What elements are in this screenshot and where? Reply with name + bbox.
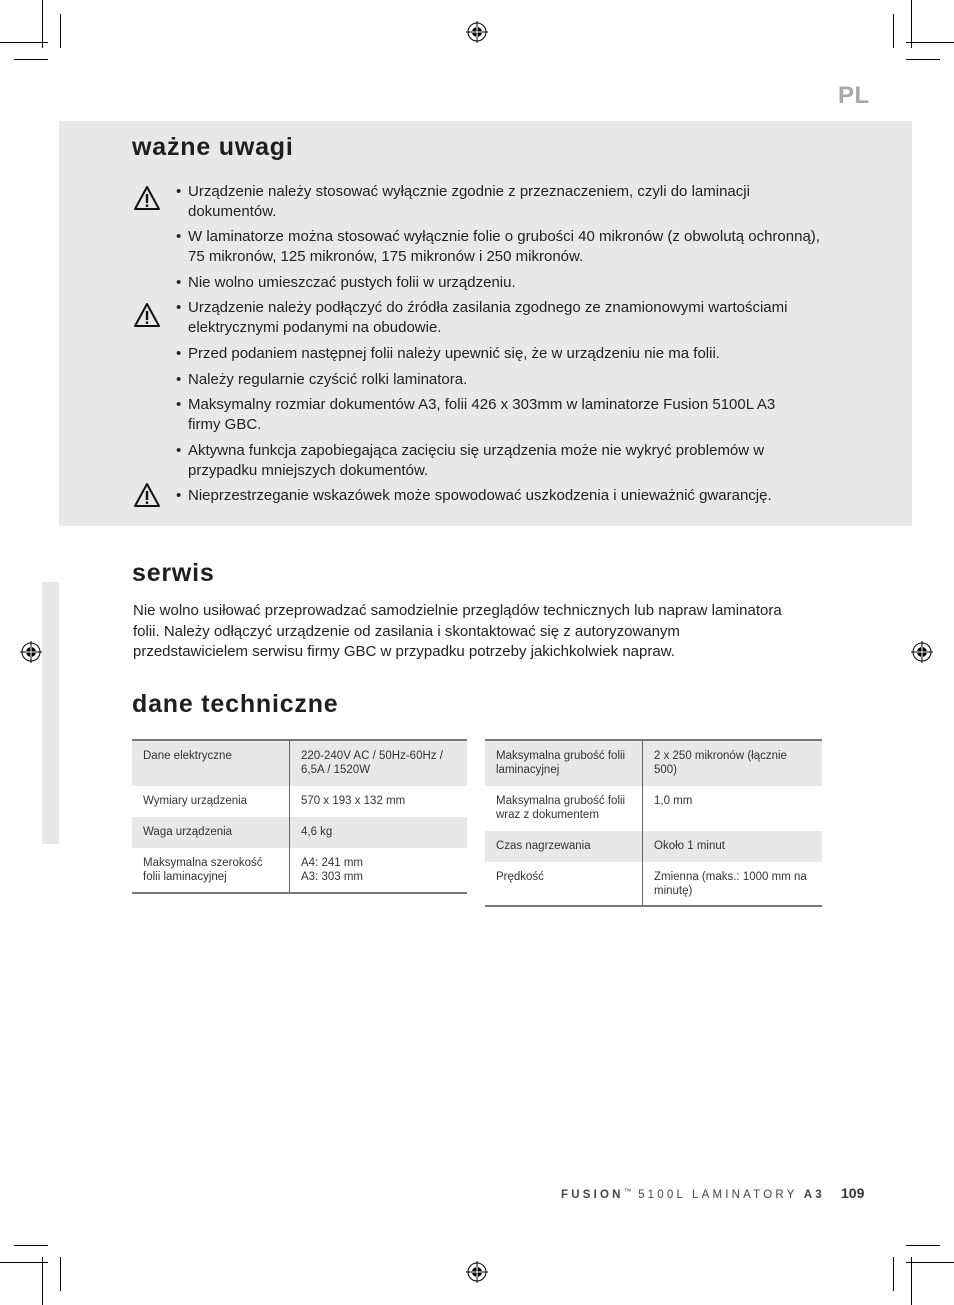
warning-triangle-icon bbox=[133, 302, 161, 328]
table-row bbox=[132, 741, 467, 786]
spec-label: Maksymalna grubość folii wraz z dokumentem bbox=[485, 786, 643, 831]
spec-label: Maksymalna grubość folii laminacyjnej bbox=[485, 741, 643, 786]
bullet-mark: • bbox=[176, 299, 182, 316]
crop-mark bbox=[906, 1245, 940, 1246]
table-row bbox=[485, 862, 822, 907]
registration-mark-icon bbox=[466, 21, 488, 43]
table-row bbox=[485, 786, 822, 831]
footer-trademark: ™ bbox=[623, 1187, 632, 1196]
spec-value: Około 1 minut bbox=[643, 831, 823, 862]
crop-mark bbox=[906, 59, 940, 60]
note-item: • Urządzenie należy stosować wyłącznie zgodnie z przeznaczeniem, czyli do laminacji dokumentów. bbox=[176, 183, 750, 220]
footer-running-title bbox=[561, 1187, 825, 1201]
table-bottom-rule bbox=[485, 905, 822, 907]
note-item: • Przed podaniem następnej folii należy upewnić się, że w urządzeniu nie ma folii. bbox=[176, 345, 720, 362]
registration-mark-icon bbox=[20, 641, 42, 663]
spec-label: Dane elektryczne bbox=[132, 741, 290, 786]
spec-value: 570 x 193 x 132 mm bbox=[301, 795, 406, 807]
note-item: • Nie wolno umieszczać pustych folii w urządzeniu. bbox=[176, 274, 516, 291]
registration-mark-icon bbox=[466, 1261, 488, 1283]
note-item: • Maksymalny rozmiar dokumentów A3, folii 426 x 303mm w laminatorze Fusion 5100L A3 firmy GBC. bbox=[176, 396, 776, 433]
registration-mark-icon bbox=[911, 641, 933, 663]
spec-value: Zmienna (maks.: 1000 mm na minutę) bbox=[654, 871, 807, 897]
crop-mark bbox=[42, 0, 43, 48]
crop-mark bbox=[906, 1262, 954, 1263]
crop-mark bbox=[14, 1245, 48, 1246]
spec-table-left bbox=[132, 741, 467, 893]
crop-mark bbox=[60, 1257, 61, 1291]
crop-mark bbox=[0, 1262, 48, 1263]
spec-label: Waga urządzenia bbox=[132, 817, 290, 848]
note-item: • W laminatorze można stosować wyłącznie folie o grubości 40 mikronów (z obwolutą ochronną), 75 mikronów, 125 mikronów, 175 mikronów i 250 mikronów. bbox=[176, 228, 820, 265]
bullet-mark: • bbox=[176, 345, 182, 362]
spec-table-right bbox=[485, 741, 822, 907]
table-bottom-rule bbox=[132, 892, 467, 894]
footer-brand: FUSION bbox=[561, 1189, 624, 1201]
note-item: • Aktywna funkcja zapobiegająca zacięciu się urządzenia może nie wykryć problemów w przypadku mniejszych dokumentów. bbox=[176, 442, 765, 479]
spec-label: Prędkość bbox=[485, 862, 643, 907]
crop-mark bbox=[906, 42, 954, 43]
spec-value: 1,0 mm bbox=[654, 795, 693, 807]
side-tab-bar bbox=[42, 582, 59, 844]
crop-mark bbox=[0, 42, 48, 43]
crop-mark bbox=[14, 59, 48, 60]
spec-value: 220-240V AC / 50Hz-60Hz / 6,5A / 1520W bbox=[290, 741, 468, 786]
service-paragraph: Nie wolno usiłować przeprowadzać samodzielnie przeglądów technicznych lub napraw laminatora folii. Należy odłączyć urządzenie od zasilania i skontaktować się z autoryzowanym przedstawicielem serwisu firmy GBC w przypadku potrzeby jakichkolwiek napraw. bbox=[133, 602, 782, 660]
crop-mark bbox=[893, 1257, 894, 1291]
spec-value: 2 x 250 mikronów (łącznie 500) bbox=[643, 741, 823, 786]
notes-heading: ważne uwagi bbox=[132, 133, 294, 161]
bullet-mark: • bbox=[176, 371, 182, 388]
bullet-mark: • bbox=[176, 228, 182, 245]
footer-size: A3 bbox=[803, 1189, 825, 1201]
bullet-mark: • bbox=[176, 487, 182, 504]
table-row bbox=[485, 741, 822, 786]
warning-triangle-icon bbox=[133, 185, 161, 211]
spec-label: Czas nagrzewania bbox=[485, 831, 643, 862]
crop-mark bbox=[911, 1257, 912, 1305]
crop-mark bbox=[893, 14, 894, 48]
crop-mark bbox=[911, 0, 912, 48]
crop-mark bbox=[60, 14, 61, 48]
table-row bbox=[132, 786, 467, 817]
note-item: • Nieprzestrzeganie wskazówek może spowodować uszkodzenia i unieważnić gwarancję. bbox=[176, 487, 772, 504]
table-row bbox=[485, 831, 822, 862]
language-tag: PL bbox=[838, 82, 870, 109]
bullet-mark: • bbox=[176, 442, 182, 459]
service-heading: serwis bbox=[132, 559, 215, 587]
crop-mark bbox=[42, 1257, 43, 1305]
bullet-mark: • bbox=[176, 274, 182, 291]
page-number: 109 bbox=[841, 1185, 865, 1201]
specs-heading: dane techniczne bbox=[132, 690, 339, 718]
spec-label: Wymiary urządzenia bbox=[132, 786, 290, 817]
note-item: • Należy regularnie czyścić rolki laminatora. bbox=[176, 371, 468, 388]
spec-value: 4,6 kg bbox=[290, 817, 468, 848]
warning-triangle-icon bbox=[133, 482, 161, 508]
table-row bbox=[132, 848, 467, 893]
bullet-mark: • bbox=[176, 183, 182, 200]
spec-label: Maksymalna szerokość folii laminacyjnej bbox=[132, 848, 290, 893]
spec-value: A4: 241 mm A3: 303 mm bbox=[301, 857, 363, 883]
footer-model: 5100L LAMINATORY bbox=[638, 1189, 798, 1201]
bullet-mark: • bbox=[176, 396, 182, 413]
table-row bbox=[132, 817, 467, 848]
note-item: • Urządzenie należy podłączyć do źródła zasilania zgodnego ze znamionowymi wartościami elektrycznymi podanymi na obudowie. bbox=[176, 299, 788, 336]
